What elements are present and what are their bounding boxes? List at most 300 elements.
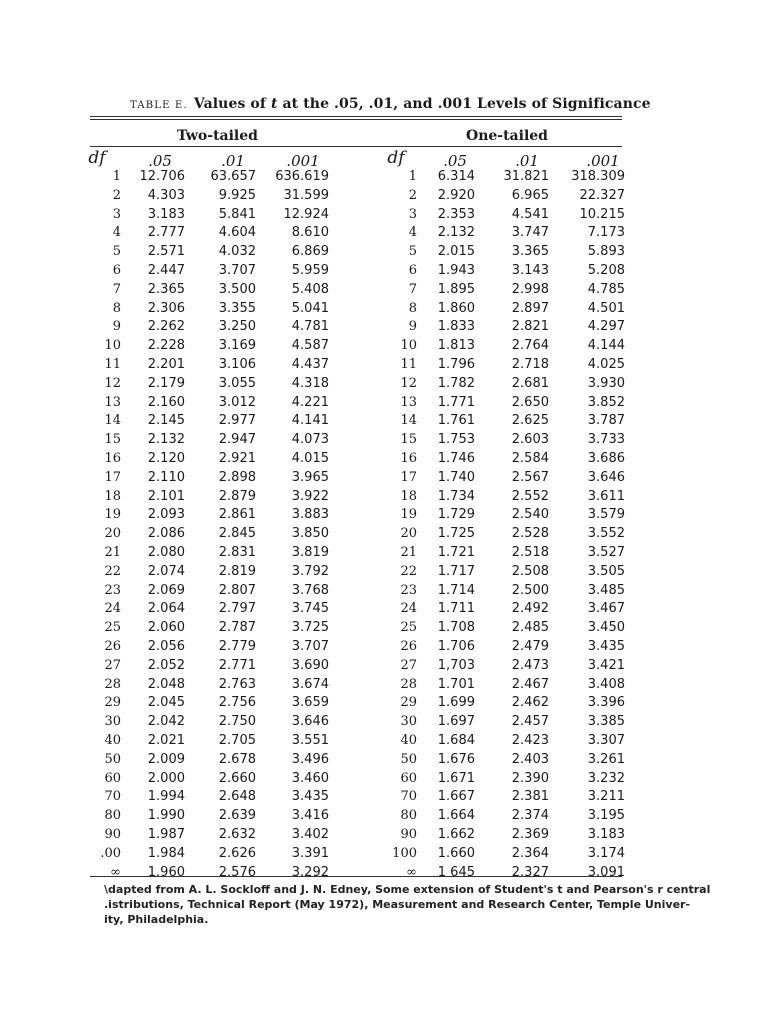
cell-one-tailed-p05: 1.701 <box>437 676 475 692</box>
cell-one-tailed-df: 21 <box>400 545 417 560</box>
cell-one-tailed-p001: 3.211 <box>587 789 625 805</box>
cell-one-tailed-p05: 1.676 <box>437 751 475 767</box>
cell-two-tailed-p001: 3.707 <box>291 639 329 654</box>
cell-two-tailed-p001: 4.141 <box>291 413 329 429</box>
cell-two-tailed-p001: 4.318 <box>291 375 329 391</box>
cell-two-tailed-p05: 2.052 <box>147 657 185 673</box>
cell-two-tailed-p05: 2.110 <box>147 469 185 485</box>
cell-two-tailed-df: 21 <box>104 545 121 560</box>
cell-two-tailed-p01: 5.841 <box>218 206 256 222</box>
cell-two-tailed-p01: 3.169 <box>218 338 256 354</box>
cell-one-tailed-df: 28 <box>400 676 417 692</box>
header-two-tailed-p01: .01 <box>221 152 245 170</box>
cell-one-tailed-p05: 2.132 <box>437 225 475 241</box>
cell-two-tailed-p05: 1.994 <box>147 789 185 805</box>
cell-one-tailed-df: 18 <box>400 488 417 504</box>
cell-one-tailed-df: 30 <box>400 714 417 730</box>
cell-two-tailed-p05: 2.571 <box>147 244 185 260</box>
cell-one-tailed-p001: 4.144 <box>587 338 625 354</box>
cell-two-tailed-p001: 5.408 <box>291 281 329 297</box>
cell-one-tailed-df: 9 <box>408 319 417 335</box>
cell-one-tailed-df: 50 <box>400 751 417 767</box>
cell-one-tailed-p05: 1.729 <box>437 507 475 523</box>
cell-one-tailed-df: 5 <box>408 244 417 260</box>
cell-one-tailed-p001: 3.930 <box>587 375 625 391</box>
cell-two-tailed-p01: 2.763 <box>218 676 256 692</box>
cell-two-tailed-df: 20 <box>104 526 121 542</box>
cell-two-tailed-p05: 1.984 <box>147 845 185 861</box>
cell-one-tailed-p01: 2.485 <box>511 620 549 636</box>
cell-one-tailed-p01: 2.374 <box>511 808 549 824</box>
cell-one-tailed-df: 26 <box>400 639 417 654</box>
two-tailed-label: Two-tailed <box>177 128 258 144</box>
cell-two-tailed-df: 10 <box>104 338 121 354</box>
cell-one-tailed-df: 2 <box>408 187 417 203</box>
header-one-tailed-p01: .01 <box>515 152 539 170</box>
cell-one-tailed-p001: 3.091 <box>587 864 625 880</box>
cell-two-tailed-p01: 2.626 <box>218 845 256 861</box>
cell-one-tailed-p01: 3.747 <box>511 225 549 241</box>
cell-two-tailed-p05: 2.201 <box>147 357 185 372</box>
cell-one-tailed-p05: 1.660 <box>437 845 475 861</box>
top-rule-1 <box>90 116 622 117</box>
cell-two-tailed-df: 5 <box>112 244 121 260</box>
cell-two-tailed-p05: 2.145 <box>147 413 185 429</box>
cell-two-tailed-p01: 4.604 <box>218 225 256 241</box>
footnote-line-1: \dapted from A. L. Sockloff and J. N. Edney, Some extension of Student's t and Pearson's r central <box>104 883 711 896</box>
cell-one-tailed-p01: 2.584 <box>511 451 549 466</box>
cell-one-tailed-p001: 3.261 <box>587 751 625 767</box>
cell-two-tailed-df: 14 <box>104 413 121 429</box>
cell-one-tailed-df: 90 <box>400 827 417 842</box>
cell-two-tailed-p05: 2.262 <box>147 319 185 335</box>
table-tag: TABLE E. <box>130 100 188 111</box>
cell-one-tailed-df: 40 <box>400 733 417 748</box>
cell-two-tailed-df: 11 <box>104 357 121 372</box>
cell-two-tailed-p001: 3.922 <box>291 488 329 504</box>
source-footnote <box>104 882 711 927</box>
cell-one-tailed-df: 1 <box>408 169 417 184</box>
cell-one-tailed-p001: 3.232 <box>587 770 625 786</box>
cell-one-tailed-p001: 3.787 <box>587 413 625 429</box>
one-tailed-label: One-tailed <box>466 128 548 144</box>
cell-one-tailed-p001: 318.309 <box>571 169 625 184</box>
cell-one-tailed-p05: 1.697 <box>437 714 475 730</box>
cell-two-tailed-p001: 3.402 <box>291 827 329 842</box>
cell-two-tailed-df: 1 <box>112 169 121 184</box>
cell-one-tailed-p05: 1.708 <box>437 620 475 636</box>
cell-one-tailed-p01: 2.540 <box>511 507 549 523</box>
cell-one-tailed-p001: 4.501 <box>587 300 625 316</box>
cell-two-tailed-p001: 3.496 <box>291 751 329 767</box>
header-one-tailed-p05: .05 <box>443 152 467 170</box>
cell-two-tailed-p001: 3.674 <box>291 676 329 692</box>
cell-two-tailed-p001: 3.551 <box>291 733 329 748</box>
cell-two-tailed-df: 16 <box>104 451 121 466</box>
cell-one-tailed-p05: 1,703 <box>437 657 475 673</box>
cell-one-tailed-p05: 1.782 <box>437 375 475 391</box>
cell-two-tailed-df: 4 <box>112 225 121 241</box>
cell-one-tailed-df: 15 <box>400 432 417 448</box>
cell-one-tailed-p05: 1.746 <box>437 451 475 466</box>
title-prefix: Values of <box>193 96 271 112</box>
cell-one-tailed-p05: 1.740 <box>437 469 475 485</box>
cell-one-tailed-p05: 1 645 <box>437 864 475 880</box>
cell-one-tailed-p01: 2.381 <box>511 789 549 805</box>
cell-one-tailed-p001: 3.435 <box>587 639 625 654</box>
cell-two-tailed-p05: 2.228 <box>147 338 185 354</box>
cell-two-tailed-p001: 5.041 <box>291 300 329 316</box>
cell-one-tailed-p01: 2.718 <box>511 357 549 372</box>
cell-one-tailed-p01: 2.327 <box>511 864 549 880</box>
cell-one-tailed-df: 24 <box>400 601 417 617</box>
header-two-tailed-p05: .05 <box>148 152 172 170</box>
cell-one-tailed-p05: 1.895 <box>437 281 475 297</box>
cell-two-tailed-p001: 3.391 <box>291 845 329 861</box>
cell-one-tailed-p05: 1.753 <box>437 432 475 448</box>
cell-one-tailed-p001: 3.183 <box>587 827 625 842</box>
cell-one-tailed-df: 10 <box>400 338 417 354</box>
cell-one-tailed-p01: 2.508 <box>511 563 549 579</box>
cell-one-tailed-p01: 31.821 <box>503 169 549 184</box>
cell-two-tailed-df: 50 <box>104 751 121 767</box>
cell-one-tailed-p01: 2.479 <box>511 639 549 654</box>
cell-one-tailed-df: 27 <box>400 657 417 673</box>
cell-one-tailed-p01: 2.567 <box>511 469 549 485</box>
cell-two-tailed-p01: 3.355 <box>218 300 256 316</box>
cell-two-tailed-p01: 2.660 <box>218 770 256 786</box>
cell-two-tailed-p001: 3.745 <box>291 601 329 617</box>
cell-one-tailed-p05: 1.684 <box>437 733 475 748</box>
cell-two-tailed-p01: 2.639 <box>218 808 256 824</box>
footnote-line-2: .istributions, Technical Report (May 1972), Measurement and Research Center, Temple Univer- <box>104 898 691 911</box>
cell-two-tailed-p001: 3.690 <box>291 657 329 673</box>
cell-two-tailed-p01: 2.779 <box>218 639 256 654</box>
cell-two-tailed-p05: 2.064 <box>147 601 185 617</box>
cell-two-tailed-p05: 2.447 <box>147 263 185 278</box>
cell-two-tailed-p001: 31.599 <box>283 187 329 203</box>
cell-one-tailed-p01: 2.369 <box>511 827 549 842</box>
cell-one-tailed-df: 6 <box>408 263 417 278</box>
cell-one-tailed-p001: 3.195 <box>587 808 625 824</box>
top-rule-2 <box>90 119 622 120</box>
cell-one-tailed-p05: 1.711 <box>437 601 475 617</box>
cell-two-tailed-p01: 2.705 <box>218 733 256 748</box>
cell-two-tailed-p001: 3.292 <box>291 864 329 880</box>
cell-two-tailed-p001: 3.725 <box>291 620 329 636</box>
cell-two-tailed-p001: 3.965 <box>291 469 329 485</box>
cell-one-tailed-p001: 3.646 <box>587 469 625 485</box>
cell-two-tailed-df: ∞ <box>110 864 121 880</box>
cell-one-tailed-p001: 3.579 <box>587 507 625 523</box>
cell-two-tailed-p05: 2.074 <box>147 563 185 579</box>
cell-two-tailed-p001: 3.883 <box>291 507 329 523</box>
cell-two-tailed-p001: 636.619 <box>275 169 329 184</box>
cell-two-tailed-df: 7 <box>112 281 121 297</box>
cell-two-tailed-p05: 1.987 <box>147 827 185 842</box>
cell-two-tailed-p01: 2.947 <box>218 432 256 448</box>
header-rule <box>90 146 622 147</box>
cell-two-tailed-df: 90 <box>104 827 121 842</box>
cell-one-tailed-p001: 4.785 <box>587 281 625 297</box>
cell-one-tailed-df: 70 <box>400 789 417 805</box>
cell-two-tailed-p01: 3.055 <box>218 375 256 391</box>
cell-one-tailed-p001: 4.297 <box>587 319 625 335</box>
cell-one-tailed-df: ∞ <box>406 864 417 880</box>
cell-one-tailed-p05: 2.920 <box>437 187 475 203</box>
cell-two-tailed-p001: 4.587 <box>291 338 329 354</box>
cell-two-tailed-df: 80 <box>104 808 121 824</box>
cell-one-tailed-df: 100 <box>392 845 417 861</box>
cell-two-tailed-p05: 1.990 <box>147 808 185 824</box>
table-title <box>130 96 651 112</box>
cell-one-tailed-p001: 3.611 <box>587 488 625 504</box>
cell-two-tailed-p001: 3.792 <box>291 563 329 579</box>
cell-one-tailed-p05: 1.796 <box>437 357 475 372</box>
cell-two-tailed-p01: 2.576 <box>218 864 256 880</box>
cell-one-tailed-p001: 3.421 <box>587 657 625 673</box>
cell-one-tailed-p001: 3.485 <box>587 582 625 598</box>
cell-one-tailed-p05: 1.761 <box>437 413 475 429</box>
cell-two-tailed-p01: 2.879 <box>218 488 256 504</box>
cell-one-tailed-df: 22 <box>400 563 417 579</box>
cell-one-tailed-df: 29 <box>400 695 417 711</box>
cell-two-tailed-df: .00 <box>100 845 121 861</box>
cell-one-tailed-p001: 5.893 <box>587 244 625 260</box>
cell-one-tailed-df: 11 <box>400 357 417 372</box>
cell-one-tailed-p01: 2.390 <box>511 770 549 786</box>
cell-one-tailed-df: 23 <box>400 582 417 598</box>
cell-one-tailed-p01: 2.625 <box>511 413 549 429</box>
cell-two-tailed-p01: 3.106 <box>218 357 256 372</box>
cell-two-tailed-p001: 12.924 <box>283 206 329 222</box>
cell-one-tailed-p001: 4.025 <box>587 357 625 372</box>
cell-two-tailed-p01: 2.898 <box>218 469 256 485</box>
cell-two-tailed-df: 29 <box>104 695 121 711</box>
cell-one-tailed-p05: 1.699 <box>437 695 475 711</box>
cell-one-tailed-p01: 2.552 <box>511 488 549 504</box>
cell-two-tailed-df: 8 <box>112 300 121 316</box>
cell-two-tailed-df: 30 <box>104 714 121 730</box>
cell-two-tailed-df: 70 <box>104 789 121 805</box>
cell-one-tailed-p001: 3.686 <box>587 451 625 466</box>
cell-two-tailed-df: 22 <box>104 563 121 579</box>
cell-two-tailed-df: 27 <box>104 657 121 673</box>
cell-two-tailed-df: 40 <box>104 733 121 748</box>
cell-one-tailed-p05: 1.734 <box>437 488 475 504</box>
cell-two-tailed-p01: 2.977 <box>218 413 256 429</box>
cell-two-tailed-df: 15 <box>104 432 121 448</box>
cell-two-tailed-p001: 4.437 <box>291 357 329 372</box>
cell-two-tailed-p01: 3.707 <box>218 263 256 278</box>
cell-one-tailed-df: 20 <box>400 526 417 542</box>
cell-one-tailed-p05: 6.314 <box>437 169 475 184</box>
cell-one-tailed-df: 4 <box>408 225 417 241</box>
footnote-line-3: ity, Philadelphia. <box>104 913 209 926</box>
header-one-tailed-p001: .001 <box>586 152 620 170</box>
cell-two-tailed-p01: 4.032 <box>218 244 256 260</box>
cell-one-tailed-p001: 3.450 <box>587 620 625 636</box>
cell-two-tailed-p01: 2.750 <box>218 714 256 730</box>
cell-two-tailed-p05: 12.706 <box>139 169 185 184</box>
cell-one-tailed-p01: 2.462 <box>511 695 549 711</box>
cell-one-tailed-p05: 1.771 <box>437 394 475 410</box>
cell-one-tailed-p01: 4.541 <box>511 206 549 222</box>
cell-one-tailed-p05: 1.671 <box>437 770 475 786</box>
cell-one-tailed-p01: 2.364 <box>511 845 549 861</box>
cell-two-tailed-p01: 2.845 <box>218 526 256 542</box>
cell-one-tailed-p001: 7.173 <box>587 225 625 241</box>
cell-two-tailed-p05: 3.183 <box>147 206 185 222</box>
cell-one-tailed-df: 19 <box>400 507 417 523</box>
cell-two-tailed-df: 2 <box>112 187 121 203</box>
cell-one-tailed-p01: 2.603 <box>511 432 549 448</box>
cell-two-tailed-p001: 3.646 <box>291 714 329 730</box>
cell-one-tailed-p05: 1.714 <box>437 582 475 598</box>
cell-two-tailed-p01: 2.771 <box>218 657 256 673</box>
cell-two-tailed-p05: 2.042 <box>147 714 185 730</box>
cell-one-tailed-p001: 3.385 <box>587 714 625 730</box>
cell-one-tailed-p05: 1.860 <box>437 300 475 316</box>
header-two-tailed-df: df <box>88 148 106 168</box>
cell-two-tailed-p05: 2.086 <box>147 526 185 542</box>
cell-two-tailed-df: 26 <box>104 639 121 654</box>
cell-one-tailed-p01: 2.423 <box>511 733 549 748</box>
cell-two-tailed-df: 28 <box>104 676 121 692</box>
cell-two-tailed-df: 3 <box>112 206 121 222</box>
cell-one-tailed-df: 14 <box>400 413 417 429</box>
cell-two-tailed-p001: 3.850 <box>291 526 329 542</box>
cell-one-tailed-p05: 1.721 <box>437 545 475 560</box>
cell-two-tailed-p01: 63.657 <box>210 169 256 184</box>
cell-two-tailed-p001: 3.416 <box>291 808 329 824</box>
cell-two-tailed-df: 25 <box>104 620 121 636</box>
cell-one-tailed-p05: 1.813 <box>437 338 475 354</box>
cell-one-tailed-p01: 3.143 <box>511 263 549 278</box>
cell-two-tailed-p001: 3.659 <box>291 695 329 711</box>
cell-one-tailed-p05: 1.833 <box>437 319 475 335</box>
bottom-rule <box>90 876 622 877</box>
cell-one-tailed-p001: 3.174 <box>587 845 625 861</box>
cell-two-tailed-p05: 4.303 <box>147 187 185 203</box>
cell-two-tailed-p05: 2.101 <box>147 488 185 504</box>
cell-one-tailed-p001: 22.327 <box>579 187 625 203</box>
cell-two-tailed-p01: 2.678 <box>218 751 256 767</box>
cell-one-tailed-p001: 3.527 <box>587 545 625 560</box>
cell-one-tailed-p05: 1.667 <box>437 789 475 805</box>
cell-one-tailed-p05: 1.662 <box>437 827 475 842</box>
cell-one-tailed-df: 16 <box>400 451 417 466</box>
cell-one-tailed-p05: 1.943 <box>437 263 475 278</box>
cell-one-tailed-p05: 1.664 <box>437 808 475 824</box>
cell-one-tailed-df: 80 <box>400 808 417 824</box>
cell-two-tailed-p05: 2.056 <box>147 639 185 654</box>
cell-one-tailed-p05: 1.717 <box>437 563 475 579</box>
cell-one-tailed-p01: 2.467 <box>511 676 549 692</box>
cell-two-tailed-p05: 2.009 <box>147 751 185 767</box>
cell-two-tailed-df: 12 <box>104 375 121 391</box>
cell-two-tailed-p01: 2.807 <box>218 582 256 598</box>
cell-two-tailed-p05: 2.306 <box>147 300 185 316</box>
cell-two-tailed-df: 23 <box>104 582 121 598</box>
cell-two-tailed-p05: 2.045 <box>147 695 185 711</box>
cell-one-tailed-p01: 2.528 <box>511 526 549 542</box>
cell-one-tailed-p01: 3.365 <box>511 244 549 260</box>
cell-one-tailed-p01: 2.403 <box>511 751 549 767</box>
cell-one-tailed-p001: 5.208 <box>587 263 625 278</box>
title-suffix: at the .05, .01, and .001 Levels of Significance <box>277 96 651 112</box>
cell-two-tailed-p05: 2.060 <box>147 620 185 636</box>
cell-one-tailed-p01: 2.457 <box>511 714 549 730</box>
cell-two-tailed-p01: 2.921 <box>218 451 256 466</box>
cell-two-tailed-p01: 9.925 <box>218 187 256 203</box>
cell-two-tailed-p001: 4.221 <box>291 394 329 410</box>
cell-one-tailed-p001: 3.307 <box>587 733 625 748</box>
cell-two-tailed-p05: 2.365 <box>147 281 185 297</box>
cell-one-tailed-df: 7 <box>408 281 417 297</box>
cell-one-tailed-p01: 6.965 <box>511 187 549 203</box>
cell-two-tailed-p001: 3.768 <box>291 582 329 598</box>
cell-two-tailed-p05: 2.000 <box>147 770 185 786</box>
cell-one-tailed-p001: 3.733 <box>587 432 625 448</box>
cell-one-tailed-p01: 2.518 <box>511 545 549 560</box>
cell-one-tailed-df: 12 <box>400 375 417 391</box>
cell-one-tailed-p001: 3.852 <box>587 394 625 410</box>
cell-two-tailed-p05: 2.021 <box>147 733 185 748</box>
cell-two-tailed-p001: 3.819 <box>291 545 329 560</box>
cell-one-tailed-p05: 2.015 <box>437 244 475 260</box>
cell-one-tailed-p001: 3.396 <box>587 695 625 711</box>
cell-two-tailed-p01: 2.797 <box>218 601 256 617</box>
cell-two-tailed-p05: 2.777 <box>147 225 185 241</box>
cell-one-tailed-p001: 3.408 <box>587 676 625 692</box>
cell-two-tailed-p01: 2.787 <box>218 620 256 636</box>
cell-two-tailed-p05: 2.080 <box>147 545 185 560</box>
cell-one-tailed-df: 60 <box>400 770 417 786</box>
cell-one-tailed-p001: 10.215 <box>579 206 625 222</box>
cell-two-tailed-p01: 2.831 <box>218 545 256 560</box>
cell-one-tailed-p01: 2.500 <box>511 582 549 598</box>
cell-two-tailed-p05: 2.120 <box>147 451 185 466</box>
cell-two-tailed-df: 18 <box>104 488 121 504</box>
cell-two-tailed-p001: 3.460 <box>291 770 329 786</box>
cell-one-tailed-df: 17 <box>400 469 417 485</box>
cell-one-tailed-df: 3 <box>408 206 417 222</box>
cell-two-tailed-p05: 2.093 <box>147 507 185 523</box>
cell-two-tailed-p01: 3.250 <box>218 319 256 335</box>
cell-two-tailed-p05: 2.160 <box>147 394 185 410</box>
cell-two-tailed-p001: 5.959 <box>291 263 329 278</box>
cell-two-tailed-df: 9 <box>112 319 121 335</box>
cell-two-tailed-p001: 3.435 <box>291 789 329 805</box>
cell-two-tailed-p01: 2.648 <box>218 789 256 805</box>
cell-two-tailed-p05: 2.069 <box>147 582 185 598</box>
cell-two-tailed-df: 6 <box>112 263 121 278</box>
cell-one-tailed-p05: 1.725 <box>437 526 475 542</box>
cell-one-tailed-p001: 3.505 <box>587 563 625 579</box>
cell-one-tailed-p01: 2.650 <box>511 394 549 410</box>
cell-two-tailed-df: 19 <box>104 507 121 523</box>
title-t-symbol: t <box>270 96 278 112</box>
cell-two-tailed-p01: 2.861 <box>218 507 256 523</box>
cell-one-tailed-p001: 3.552 <box>587 526 625 542</box>
cell-one-tailed-p05: 2.353 <box>437 206 475 222</box>
cell-two-tailed-p01: 3.012 <box>218 394 256 410</box>
cell-two-tailed-df: 24 <box>104 601 121 617</box>
cell-one-tailed-p01: 2.998 <box>511 281 549 297</box>
cell-one-tailed-p05: 1.706 <box>437 639 475 654</box>
cell-two-tailed-p001: 4.015 <box>291 451 329 466</box>
